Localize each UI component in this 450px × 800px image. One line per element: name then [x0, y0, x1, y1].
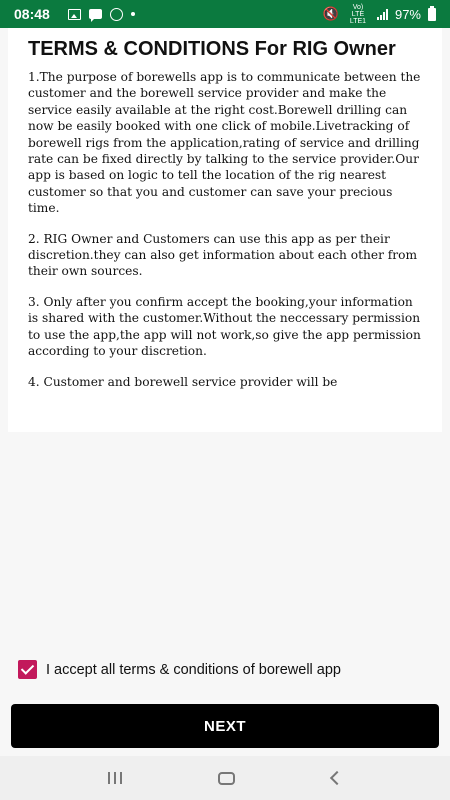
terms-paragraph-1: 1.The purpose of borewells app is to communicate between the customer and the borewell service provider and make the service easily available at the right cost.Borewell drilling can now be easily booked with one click of mobile.Livetracking of borewell rigs from the application,rating of service and drilling rate can be fixed directly by talking to the service provider.Our app is based on logic to tell the location of the rig nearest customer so that you and customer can save your precious time.: [28, 70, 421, 216]
gallery-notification-icon: [68, 9, 81, 20]
back-icon[interactable]: [330, 771, 344, 785]
terms-scroll-area[interactable]: [8, 28, 442, 432]
accept-terms-label[interactable]: I accept all terms & conditions of borewell app: [46, 661, 341, 678]
signal-icon: [377, 9, 388, 20]
system-nav-bar: [0, 756, 450, 800]
accept-terms-checkbox[interactable]: [18, 660, 37, 679]
home-icon[interactable]: [218, 772, 235, 785]
terms-paragraph-3: 3. Only after you confirm accept the booking,your information is shared with the customer.Without the neccessary permission to use the app,the app will not work,so give the app permission according to your discretion.: [28, 294, 421, 359]
more-notifications-icon: [131, 12, 135, 16]
status-bar: [0, 0, 450, 28]
next-button[interactable]: NEXT: [11, 704, 439, 748]
terms-paragraph-2: 2. RIG Owner and Customers can use this app as per their discretion.they can also get information about each other from their own sources.: [28, 231, 418, 279]
whatsapp-notification-icon: [110, 8, 123, 21]
status-time: 08:48: [14, 6, 50, 22]
network-type-label: Vo) LTE LTE1: [349, 3, 367, 25]
battery-percent: 97%: [394, 6, 421, 22]
terms-title: TERMS & CONDITIONS For RIG Owner: [28, 38, 396, 60]
terms-paragraph-4: 4. Customer and borewell service provider will be: [28, 374, 338, 389]
accept-terms-row[interactable]: [18, 660, 341, 679]
message-notification-icon: [89, 9, 102, 19]
recent-apps-icon[interactable]: [108, 772, 122, 784]
mute-icon: 🔇: [322, 6, 339, 21]
battery-icon: [428, 8, 436, 21]
